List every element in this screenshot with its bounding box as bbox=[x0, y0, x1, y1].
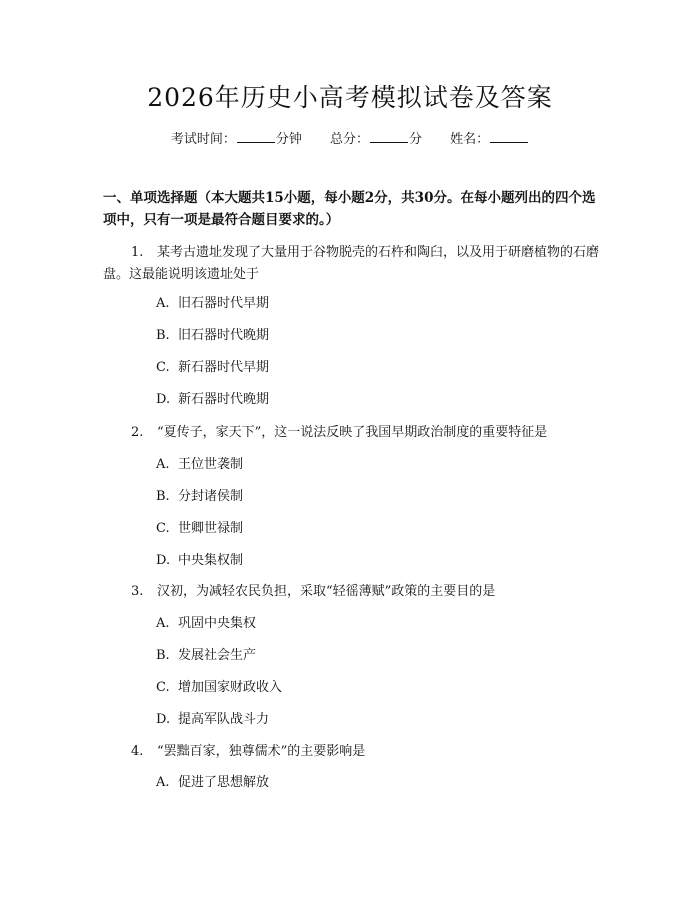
total-score-label: 总分： bbox=[329, 132, 369, 147]
option-3c bbox=[156, 678, 282, 698]
question-stem: 某考古遗址发现了大量用于谷物脱壳的石杵和陶臼，以及用于研磨植物的石磨盘。这最能说明该遗址处于 bbox=[103, 245, 600, 282]
question-number: 2. bbox=[131, 425, 144, 440]
exam-time-label: 考试时间： bbox=[170, 132, 236, 147]
question-number: 1. bbox=[131, 245, 144, 260]
exam-time-unit: 分钟 bbox=[275, 132, 302, 147]
option-1a bbox=[156, 294, 269, 314]
option-2c bbox=[156, 519, 243, 539]
option-letter: A. bbox=[156, 457, 170, 472]
option-2a bbox=[156, 455, 243, 475]
question-stem: “罢黜百家，独尊儒术”的主要影响是 bbox=[157, 744, 366, 759]
question-3 bbox=[103, 581, 603, 603]
option-text: 王位世袭制 bbox=[178, 457, 244, 472]
name-label: 姓名： bbox=[450, 132, 490, 147]
name-blank bbox=[490, 130, 528, 143]
total-score-field bbox=[330, 132, 422, 147]
option-letter: B. bbox=[156, 648, 170, 663]
option-text: 促进了思想解放 bbox=[178, 775, 270, 790]
option-text: 新石器时代早期 bbox=[178, 360, 270, 375]
question-4 bbox=[103, 741, 603, 763]
option-text: 提高军队战斗力 bbox=[178, 712, 270, 727]
total-score-blank bbox=[370, 130, 408, 143]
option-3a bbox=[156, 614, 256, 634]
option-letter: A. bbox=[156, 296, 170, 311]
question-stem: “夏传子，家天下”，这一说法反映了我国早期政治制度的重要特征是 bbox=[157, 425, 548, 440]
option-1d bbox=[156, 390, 269, 410]
question-number: 3. bbox=[131, 584, 144, 599]
option-text: 世卿世禄制 bbox=[178, 521, 244, 536]
exam-time-blank bbox=[237, 130, 275, 143]
name-field bbox=[450, 132, 529, 147]
exam-info-line bbox=[0, 130, 700, 150]
option-3b bbox=[156, 646, 256, 666]
option-text: 中央集权制 bbox=[178, 553, 244, 568]
option-1c bbox=[156, 358, 269, 378]
option-1b bbox=[156, 326, 269, 346]
section-heading: 一、单项选择题（本大题共15小题，每小题2分，共30分。在每小题列出的四个选项中，只有一项是最符合题目要求的。） bbox=[103, 190, 596, 228]
exam-time-field bbox=[171, 132, 302, 147]
option-2b bbox=[156, 487, 243, 507]
page-title: 2026年历史小高考模拟试卷及答案 bbox=[147, 83, 553, 112]
option-letter: D. bbox=[156, 553, 171, 568]
option-letter: B. bbox=[156, 489, 170, 504]
option-letter: A. bbox=[156, 775, 170, 790]
option-2d bbox=[156, 551, 243, 571]
option-letter: D. bbox=[156, 392, 171, 407]
option-text: 分封诸侯制 bbox=[178, 489, 244, 504]
option-letter: D. bbox=[156, 712, 171, 727]
option-text: 发展社会生产 bbox=[178, 648, 257, 663]
option-4a bbox=[156, 773, 269, 793]
option-text: 巩固中央集权 bbox=[178, 616, 257, 631]
question-number: 4. bbox=[131, 744, 144, 759]
option-letter: C. bbox=[156, 360, 170, 375]
question-1 bbox=[103, 242, 603, 286]
option-letter: C. bbox=[156, 680, 170, 695]
option-text: 旧石器时代晚期 bbox=[178, 328, 270, 343]
option-letter: A. bbox=[156, 616, 170, 631]
option-3d bbox=[156, 710, 269, 730]
option-text: 增加国家财政收入 bbox=[178, 680, 283, 695]
question-stem: 汉初，为减轻农民负担，采取“轻徭薄赋”政策的主要目的是 bbox=[157, 584, 496, 599]
option-letter: C. bbox=[156, 521, 170, 536]
option-text: 旧石器时代早期 bbox=[178, 296, 270, 311]
question-2 bbox=[103, 422, 603, 444]
option-letter: B. bbox=[156, 328, 170, 343]
total-score-unit: 分 bbox=[409, 132, 423, 147]
option-text: 新石器时代晚期 bbox=[178, 392, 270, 407]
